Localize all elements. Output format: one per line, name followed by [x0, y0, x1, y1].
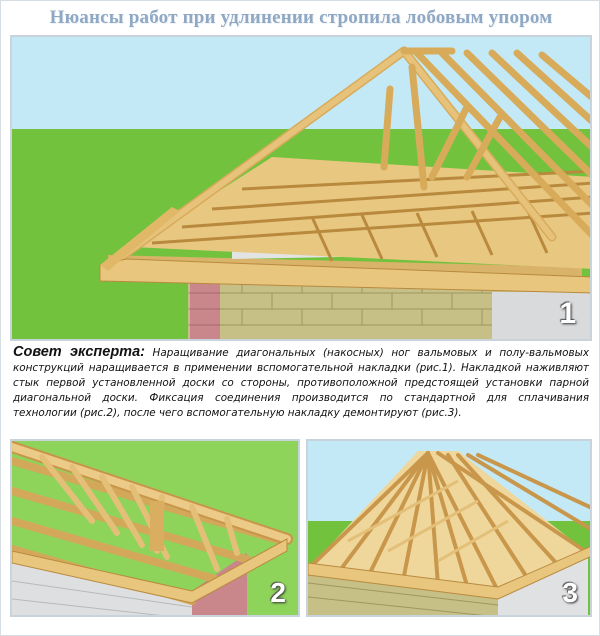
figure-3 — [306, 439, 592, 617]
expert-tip-label: Совет эксперта: — [13, 344, 145, 360]
page-title: Нюансы работ при удлинении стропила лобовым упором — [49, 7, 553, 28]
figure-1 — [10, 35, 592, 341]
figure-1-illustration — [12, 37, 592, 341]
figure-number-3: 3 — [562, 577, 578, 608]
figure-number-1: 1 — [559, 297, 576, 330]
expert-tip — [13, 345, 589, 435]
figure-number-2: 2 — [270, 577, 286, 608]
figure-2-illustration — [12, 441, 300, 617]
figure-3-illustration — [308, 441, 592, 617]
expert-tip-text: Наращивание диагональных (накосных) ног вальмовых и полу-вальмовых конструкций наращивается в применении вспомогательной накладки (рис.1). Накладкой наживляют стык первой установленной доски со стороны, противоположной предстоящей установки парной диагональной доски. Фиксация соединения производится по стандартной для сплачивания технологии (рис.2), после чего вспомогательную накладку демонтируют (рис.3). — [13, 347, 589, 419]
figure-2 — [10, 439, 300, 617]
